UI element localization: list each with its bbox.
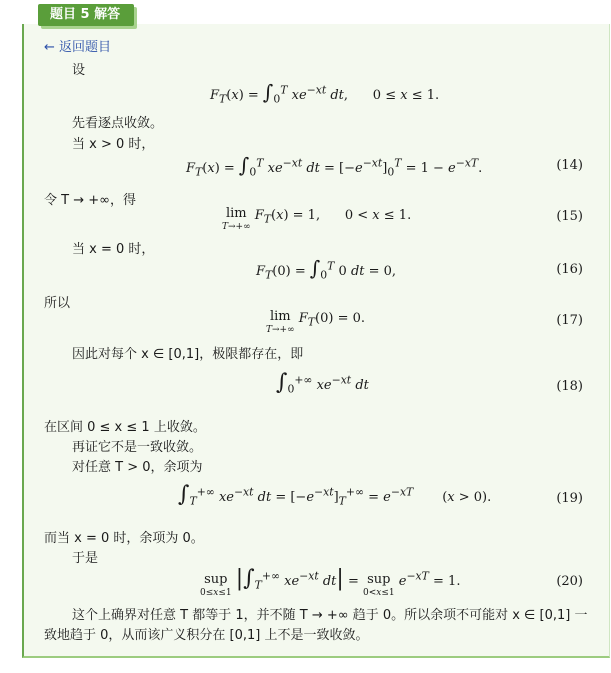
- text-when-x-zero: 当 x = 0 时，: [72, 242, 155, 257]
- text-remainder-zero: 而当 x = 0 时，余项为 0。: [44, 531, 204, 546]
- text-supremum-conclusion-2: 致地趋于 0，从而该广义积分在 [0,1] 上不是一致收敛。: [44, 628, 369, 643]
- text-pointwise: 先看逐点收敛。: [72, 116, 164, 131]
- equation-number-17: (17): [556, 313, 583, 328]
- equation-number-18: (18): [556, 379, 583, 394]
- equation-18: $\int_0^{+\infty}$ $xe^{-xt}$ dt: [276, 370, 369, 396]
- text-therefore: 所以: [44, 296, 71, 311]
- text-hence: 于是: [72, 551, 99, 566]
- text-let-T-infinity: 令 T → +∞，得: [44, 193, 136, 208]
- text-when-x-positive: 当 x > 0 时，: [72, 137, 155, 152]
- back-to-problem-link[interactable]: ← 返回题目: [44, 40, 112, 55]
- text-limit-exists: 因此对每个 x ∈ [0,1]，极限都存在，即: [72, 347, 304, 362]
- text-supremum-conclusion-1: 这个上确界对任意 T 都等于 1，并不随 T → +∞ 趋于 0。所以余项不可能对 x ∈ [0,1] 一: [72, 608, 588, 623]
- equation-14: $F_T(x) = \int_0^T$ $xe^{-xt}$ dt = $[-e^{-xt}]_0^T = 1 - e^{-xT}$.: [186, 153, 483, 179]
- equation-17: lim T→+∞ $F_T(0) = 0$.: [266, 309, 365, 335]
- equation-16: $F_T(0) = \int_0^T$ 0 dt = 0,: [256, 256, 397, 282]
- text-let: 设: [72, 63, 86, 78]
- equation-19: $\int_T^{+\infty}$ $xe^{-xt}$ dt = $[-e^{-xt}]_T^{+\infty} = e^{-xT}$ (x > 0).: [178, 482, 492, 508]
- equation-number-16: (16): [556, 262, 583, 277]
- equation-number-19: (19): [556, 491, 583, 506]
- equation-number-14: (14): [556, 158, 583, 173]
- equation-number-20: (20): [556, 574, 583, 589]
- equation-number-15: (15): [556, 209, 583, 224]
- text-not-uniform: 再证它不是一致收敛。: [72, 440, 203, 455]
- equation-15: lim T→+∞ $F_T(x) = 1$, 0 < x ≤ 1.: [222, 206, 412, 232]
- solution-badge: 题目 5 解答: [38, 4, 134, 26]
- text-converges-interval: 在区间 0 ≤ x ≤ 1 上收敛。: [44, 420, 206, 435]
- equation-20: sup 0≤x≤1 $|\int_T^{+\infty}$ $xe^{-xt}$ dt| = sup 0<x≤1 $e^{-xT} = 1$.: [200, 566, 461, 598]
- text-remainder: 对任意 T > 0，余项为: [72, 460, 203, 475]
- equation-definition: $F_T(x) = \int_0^T$ $xe^{-xt}$ dt, 0 ≤ x ≤ 1.: [210, 80, 440, 106]
